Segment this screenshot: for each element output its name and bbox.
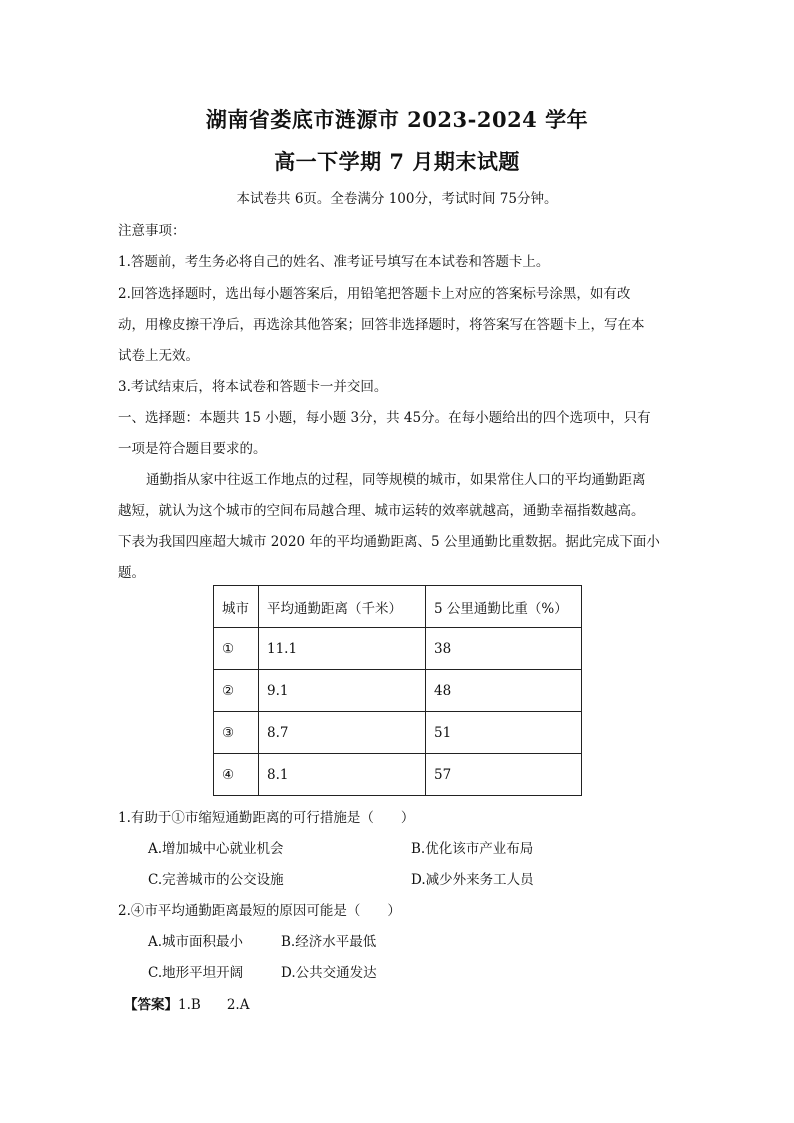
question-1-option-b: B.优化该市产业布局 (411, 841, 534, 857)
table-cell: ③ (214, 712, 259, 754)
table-cell: 51 (426, 712, 582, 754)
answer-label: 【答案】 (124, 997, 178, 1013)
question-1-stem: 1.有助于①市缩短通勤距离的可行措施是（ ） (118, 810, 415, 826)
table-header-cell: 城市 (214, 586, 259, 628)
question-2-option-c: C.地形平坦开阔 (148, 965, 244, 981)
table-cell: 8.1 (259, 754, 426, 796)
section-heading-line2: 一项是符合题目要求的。 (118, 441, 267, 457)
table-row (214, 628, 582, 670)
answer-1: 1.B (178, 997, 201, 1013)
question-2-stem: 2.④市平均通勤距离最短的原因可能是（ ） (118, 903, 401, 919)
table-header-row (214, 586, 582, 628)
table-row (214, 670, 582, 712)
exam-info: 本试卷共 6页。全卷满分 100分，考试时间 75分钟。 (236, 191, 558, 207)
notes-heading: 注意事项： (118, 223, 186, 239)
passage-line1: 通勤指从家中往返工作地点的过程，同等规模的城市，如果常住人口的平均通勤距离 (146, 472, 646, 488)
table-header-cell: 5 公里通勤比重（%） (426, 586, 582, 628)
note-2-line2: 动，用橡皮擦干净后，再选涂其他答案；回答非选择题时，将答案写在答题卡上，写在本 (118, 317, 645, 333)
commute-table (213, 585, 582, 796)
table-cell: 57 (426, 754, 582, 796)
passage-line2: 越短，就认为这个城市的空间布局越合理、城市运转的效率就越高，通勤幸福指数越高。 (118, 503, 645, 519)
table-header-cell: 平均通勤距离（千米） (259, 586, 426, 628)
passage-line3: 下表为我国四座超大城市 2020 年的平均通勤距离、5 公里通勤比重数据。据此完成下面小 (118, 534, 660, 550)
table-cell: 38 (426, 628, 582, 670)
section-heading-line1: 一、选择题：本题共 15 小题，每小题 3分，共 45分。在每小题给出的四个选项中，只有 (118, 410, 651, 426)
exam-title-line2: 高一下学期 7 月期末试题 (274, 149, 520, 174)
table-row (214, 754, 582, 796)
exam-title-line1: 湖南省娄底市涟源市 2023-2024 学年 (205, 107, 589, 132)
table-cell: ④ (214, 754, 259, 796)
note-2-line1: 2.回答选择题时，选出每小题答案后，用铅笔把答题卡上对应的答案标号涂黑，如有改 (118, 286, 631, 302)
passage-line4: 题。 (118, 565, 145, 581)
table-cell: ② (214, 670, 259, 712)
table-cell: 48 (426, 670, 582, 712)
table-cell: 11.1 (259, 628, 426, 670)
table-cell: 8.7 (259, 712, 426, 754)
table-cell: ① (214, 628, 259, 670)
question-2-option-d: D.公共交通发达 (281, 965, 377, 981)
question-1-option-c: C.完善城市的公交设施 (148, 872, 284, 888)
question-1-option-d: D.减少外来务工人员 (411, 872, 534, 888)
question-2-option-a: A.城市面积最小 (148, 934, 244, 950)
question-2-option-b: B.经济水平最低 (281, 934, 377, 950)
question-1-option-a: A.增加城中心就业机会 (148, 841, 284, 857)
note-3: 3.考试结束后，将本试卷和答题卡一并交回。 (118, 379, 388, 395)
note-2-line3: 试卷上无效。 (118, 348, 199, 364)
note-1: 1.答题前，考生务必将自己的姓名、准考证号填写在本试卷和答题卡上。 (118, 254, 550, 270)
answer-line (124, 993, 249, 1013)
table-cell: 9.1 (259, 670, 426, 712)
table-row (214, 712, 582, 754)
answer-2: 2.A (226, 997, 250, 1013)
